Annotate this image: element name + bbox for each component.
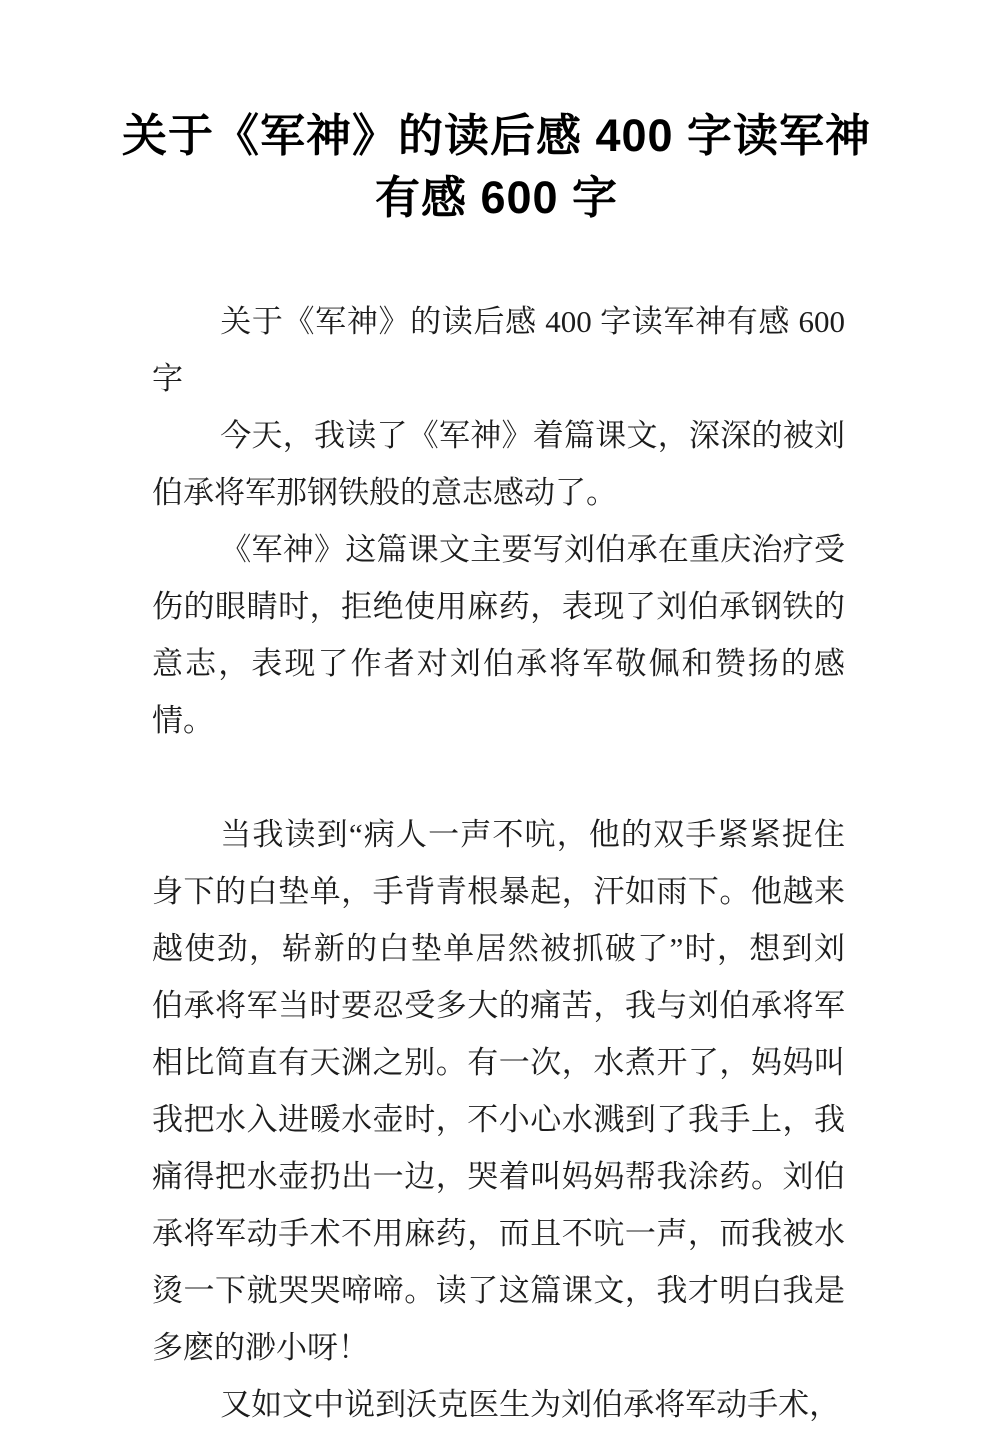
document-title-line-2: 有感 600 字	[374, 172, 619, 223]
document-title	[0, 0, 993, 229]
paragraph-title-repeat: 关于《军神》的读后感 400 字读军神有感 600 字	[152, 304, 845, 396]
document-body	[152, 293, 845, 1433]
paragraph-reflection: 当我读到“病人一声不吭，他的双手紧紧捉住身下的白垫单，手背青根暴起，汗如雨下。他越来越使劲，崭新的白垫单居然被抓破了”时，想到刘伯承将军当时要忍受多大的痛苦，我与刘伯承将军相比简直有天渊之别。有一次，水煮开了，妈妈叫我把水入进暖水壶时，不小心水溅到了我手上，我痛得把水壶扔出一边，哭着叫妈妈帮我涂药。刘伯承将军动手术不用麻药，而且不吭一声，而我被水烫一下就哭哭啼啼。读了这篇课文，我才明白我是多麽的渺小呀！	[152, 817, 845, 1365]
paragraph-blank-line	[152, 749, 845, 806]
document-title-line-1: 关于《军神》的读后感 400 字读军神	[121, 110, 872, 161]
paragraph-intro: 今天，我读了《军神》着篇课文，深深的被刘伯承将军那钢铁般的意志感动了。	[152, 418, 845, 510]
paragraph-continuation: 又如文中说到沃克医生为刘伯承将军动手术，	[220, 1387, 841, 1422]
paragraph-summary: 《军神》这篇课文主要写刘伯承在重庆治疗受伤的眼睛时，拒绝使用麻药，表现了刘伯承钢铁的意志，表现了作者对刘伯承将军敬佩和赞扬的感情。	[152, 532, 845, 738]
